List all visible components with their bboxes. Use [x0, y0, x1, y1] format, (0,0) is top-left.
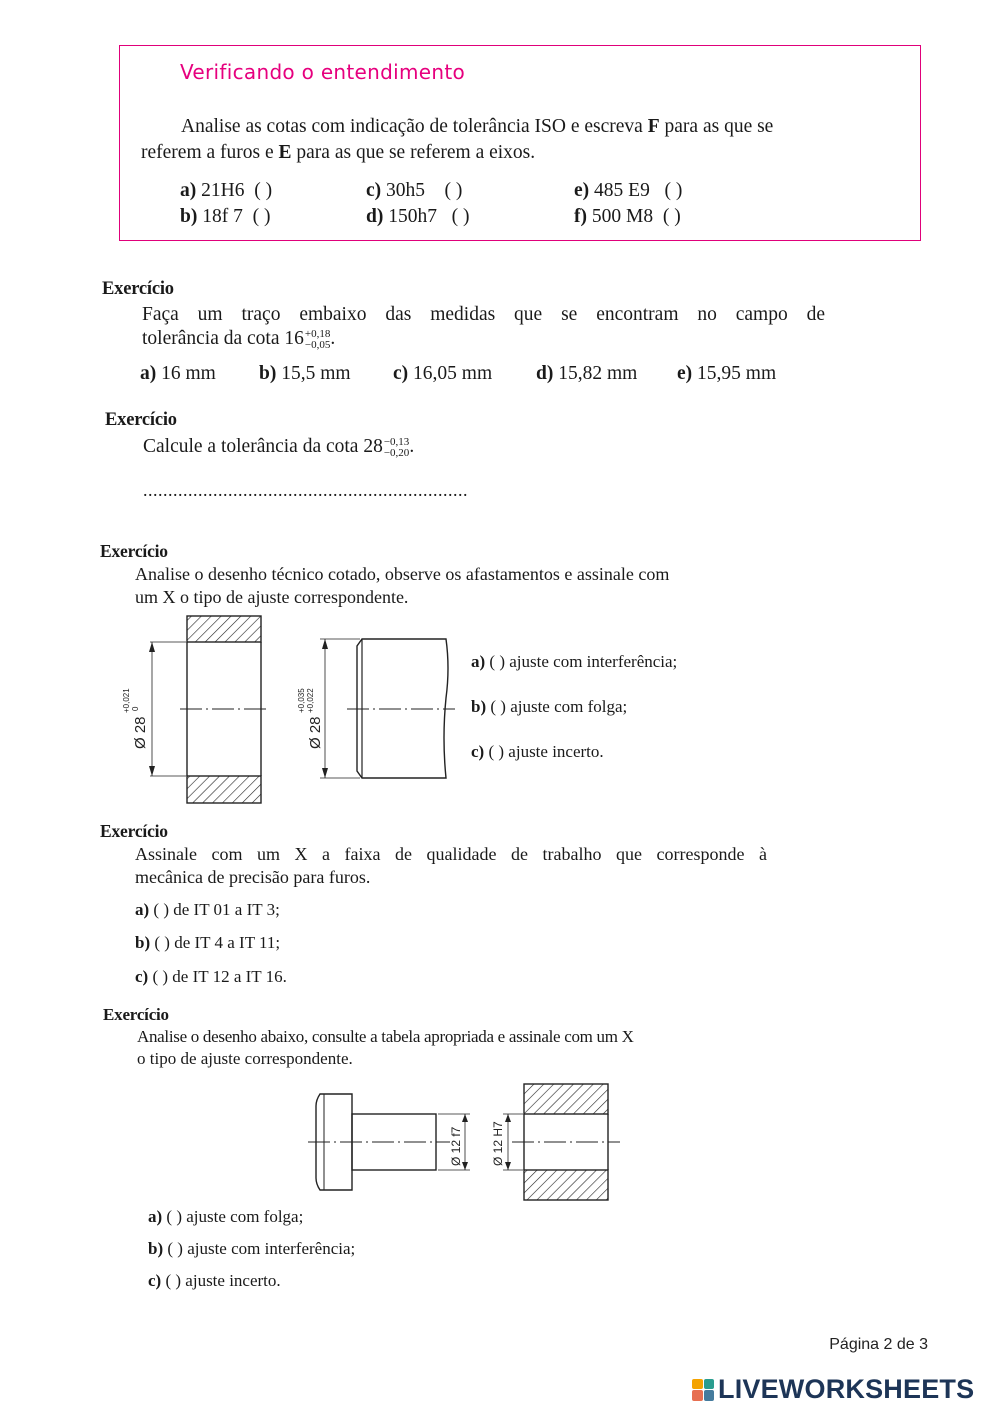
ex1-option-c[interactable]: c) 16,05 mm — [393, 363, 493, 384]
liveworksheets-logo[interactable] — [692, 1374, 974, 1405]
answer-blank[interactable]: ( ) — [664, 180, 683, 201]
ex5-option-c[interactable]: c) ( ) ajuste incerto. — [148, 1271, 281, 1290]
ex4-option-c[interactable]: c) ( ) de IT 12 a IT 16. — [135, 967, 287, 986]
ex3-option-a[interactable]: a) ( ) ajuste com interferência; — [471, 652, 678, 671]
box-title: Verificando o entendimento — [180, 60, 466, 84]
ex4-option-b[interactable]: b) ( ) de IT 4 a IT 11; — [135, 933, 281, 952]
ex1-text-line2: tolerância da cota 16 +0,18 −0,05 . — [142, 327, 336, 351]
box-item-a: a) 21H6 ( ) — [180, 180, 273, 201]
bold-e: E — [278, 142, 292, 163]
ex5-text-line1: Analise o desenho abaixo, consulte a tabela apropriada e assinale com um X — [137, 1027, 634, 1046]
ex5-option-a[interactable]: a) ( ) ajuste com folga; — [148, 1207, 304, 1226]
ex1-text-line1: Faça um traço embaixo das medidas que se encontram no campo de — [142, 304, 825, 325]
logo-text: LIVEWORKSHEETS — [718, 1374, 975, 1404]
ex4-text-line2: mecânica de precisão para furos. — [135, 867, 371, 887]
ex2-title: Exercício — [105, 410, 177, 430]
bushing-drawing — [491, 1084, 620, 1200]
box-item-f: f) 500 M8 ( ) — [574, 206, 681, 227]
ex5-text-line2: o tipo de ajuste correspondente. — [137, 1049, 353, 1068]
hole-dimension: Ø 28 — [132, 716, 149, 749]
svg-text:+0,035: +0,035 — [297, 688, 306, 713]
box-item-c: c) 30h5 ( ) — [366, 180, 463, 201]
ex3-drawing — [110, 608, 460, 808]
box-text-line1: Analise as cotas com indicação de tolerância ISO e escreva F para as que se — [181, 116, 774, 137]
box-item-d: d) 150h7 ( ) — [366, 206, 470, 227]
ex5-option-b[interactable]: b) ( ) ajuste com interferência; — [148, 1239, 356, 1258]
bold-f: F — [647, 116, 660, 137]
ex4-text-line1: Assinale com um X a faixa de qualidade de trabalho que corresponde à — [135, 844, 767, 864]
svg-text:+0,021: +0,021 — [122, 688, 131, 713]
logo-icon — [692, 1379, 714, 1401]
svg-text:+0,022: +0,022 — [306, 688, 315, 713]
answer-blank[interactable]: ( ) — [254, 180, 273, 201]
ex2-text: Calcule a tolerância da cota 28 −0,13 −0,20 . — [143, 435, 415, 459]
ex4-option-a[interactable]: a) ( ) de IT 01 a IT 3; — [135, 900, 280, 919]
pin-dimension: Ø 12 f7 — [449, 1126, 463, 1166]
answer-blank[interactable]: ( ) — [451, 206, 470, 227]
pin-drawing — [308, 1094, 470, 1190]
box-item-b: b) 18f 7 ( ) — [180, 206, 271, 227]
ex3-option-b[interactable]: b) ( ) ajuste com folga; — [471, 697, 628, 716]
box-item-e: e) 485 E9 ( ) — [574, 180, 683, 201]
ex1-option-e[interactable]: e) 15,95 mm — [677, 363, 777, 384]
page-number: Página 2 de 3 — [829, 1336, 928, 1353]
shaft-part-drawing — [297, 639, 455, 778]
ex5-drawing — [300, 1080, 630, 1205]
ex3-option-c[interactable]: c) ( ) ajuste incerto. — [471, 742, 604, 761]
ex1-option-a[interactable]: a) 16 mm — [140, 363, 216, 384]
ex1-tolerance: +0,18 −0,05 — [304, 327, 331, 351]
svg-text:0: 0 — [131, 706, 140, 711]
ex3-text-line1: Analise o desenho técnico cotado, observe os afastamentos e assinale com — [135, 564, 670, 584]
ex2-tolerance: −0,13 −0,20 — [383, 435, 410, 459]
ex1-title: Exercício — [102, 279, 174, 299]
answer-blank[interactable]: ( ) — [444, 180, 463, 201]
box-text-line2: referem a furos e E para as que se referem a eixos. — [141, 142, 536, 163]
answer-blank[interactable]: ( ) — [252, 206, 271, 227]
answer-blank[interactable]: ( ) — [662, 206, 681, 227]
ex1-option-b[interactable]: b) 15,5 mm — [259, 363, 351, 384]
ex1-option-d[interactable]: d) 15,82 mm — [536, 363, 638, 384]
hole-dimension: Ø 12 H7 — [491, 1121, 505, 1166]
ex4-title: Exercício — [100, 821, 168, 841]
shaft-dimension: Ø 28 — [307, 716, 324, 749]
hole-part-drawing — [122, 616, 270, 803]
ex2-answer-line[interactable]: ................................................................. — [143, 480, 468, 500]
ex3-title: Exercício — [100, 541, 168, 561]
ex5-title: Exercício — [103, 1005, 169, 1024]
ex3-text-line2: um X o tipo de ajuste correspondente. — [135, 587, 409, 607]
